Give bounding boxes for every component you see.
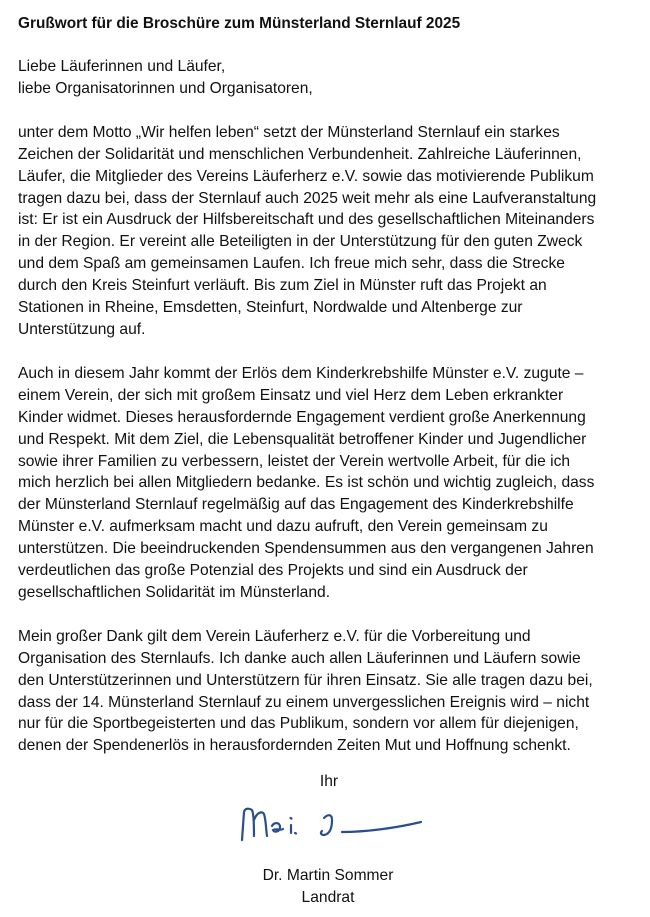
text-line: Unterstützung auf. bbox=[18, 320, 146, 338]
signature-icon bbox=[236, 800, 436, 850]
text-line: in der Region. Er vereint alle Beteiligten in der Unterstützung für den guten Zweck bbox=[18, 233, 583, 251]
text-line: und dem Spaß am gemeinsamen Laufen. Ich freue mich sehr, dass die Strecke bbox=[18, 255, 565, 273]
text-line: dass der 14. Münsterland Sternlauf zu einem unvergesslichen Ereignis wird – nicht bbox=[18, 693, 590, 711]
text-line: sowie ihrer Familien zu verbessern, leistet der Verein wertvolle Arbeit, für die ich bbox=[18, 452, 571, 470]
salutation-line: Liebe Läuferinnen und Läufer, bbox=[18, 58, 226, 75]
text-line: Auch in diesem Jahr kommt der Erlös dem Kinderkrebshilfe Münster e.V. zugute – bbox=[18, 364, 584, 382]
letter-title: Grußwort für die Broschüre zum Münsterland Sternlauf 2025 bbox=[18, 15, 461, 32]
closing-word: Ihr bbox=[319, 773, 339, 790]
text-line: der Münsterland Sternlauf regelmäßig auf das Engagement des Kinderkrebshilfe bbox=[18, 496, 574, 514]
text-line: Kinder widmet. Dieses herausfordernde Engagement verdient große Anerkennung bbox=[18, 408, 586, 426]
text-line: tragen dazu bei, dass der Sternlauf auch 2025 weit mehr als eine Laufveranstaltung bbox=[18, 189, 597, 207]
text-line: Stationen in Rheine, Emsdetten, Steinfurt, Nordwalde und Altenberge zur bbox=[18, 299, 523, 317]
signer-role: Landrat bbox=[301, 889, 355, 906]
signer-name: Dr. Martin Sommer bbox=[262, 867, 394, 884]
text-line: denen der Spendenerlös in herausfordernden Zeiten Mut und Hoffnung schenkt. bbox=[18, 737, 571, 755]
salutation-line: liebe Organisatorinnen und Organisatoren, bbox=[18, 79, 313, 97]
text-line: einem Verein, der sich mit großem Einsatz und viel Herz dem Leben erkrankter bbox=[18, 386, 564, 404]
text-line: gesellschaftlichen Solidarität im Münsterland. bbox=[18, 583, 331, 601]
text-line: verdeutlichen das große Potenzial des Projekts und sind ein Ausdruck der bbox=[18, 562, 528, 580]
text-line: ist: Er ist ein Ausdruck der Hilfsbereitschaft und des gesellschaftlichen Miteinanders bbox=[18, 211, 595, 229]
text-line: Läufer, die Mitglieder des Vereins Läuferherz e.V. sowie das motivierende Publikum bbox=[18, 167, 594, 185]
text-line: mich herzlich bei allen Mitgliedern bedanke. Es ist schön und wichtig zugleich, dass bbox=[18, 474, 595, 492]
letter bbox=[18, 14, 640, 779]
paragraph-2 bbox=[18, 363, 640, 604]
text-line: nur für die Sportbegeisterten und das Publikum, sondern vor allem für diejenigen, bbox=[18, 715, 579, 733]
paragraph-3 bbox=[18, 626, 640, 757]
text-line: und Respekt. Mit dem Ziel, die Lebensqualität betroffener Kinder und Jugendlicher bbox=[18, 430, 587, 448]
paragraph-1 bbox=[18, 122, 640, 341]
text-line: durch den Kreis Steinfurt verläuft. Bis zum Ziel in Münster ruft das Projekt an bbox=[18, 277, 547, 295]
text-line: Zeichen der Solidarität und menschlichen Verbundenheit. Zahlreiche Läuferinnen, bbox=[18, 145, 582, 163]
text-line: den Unterstützerinnen und Unterstützern für ihren Einsatz. Sie alle tragen dazu bei, bbox=[18, 671, 593, 689]
text-line: Mein großer Dank gilt dem Verein Läuferherz e.V. für die Vorbereitung und bbox=[18, 627, 531, 645]
text-line: Organisation des Sternlaufs. Ich danke auch allen Läuferinnen und Läufern sowie bbox=[18, 649, 581, 667]
text-line: Münster e.V. aufmerksam macht und dazu aufruft, den Verein gemeinsam zu bbox=[18, 518, 548, 536]
salutation bbox=[18, 56, 640, 100]
text-line: unterstützen. Die beeindruckenden Spendensummen aus den vergangenen Jahren bbox=[18, 540, 594, 558]
signer-block bbox=[3, 865, 650, 909]
text-line: unter dem Motto „Wir helfen leben“ setzt der Münsterland Sternlauf ein starkes bbox=[18, 123, 560, 141]
